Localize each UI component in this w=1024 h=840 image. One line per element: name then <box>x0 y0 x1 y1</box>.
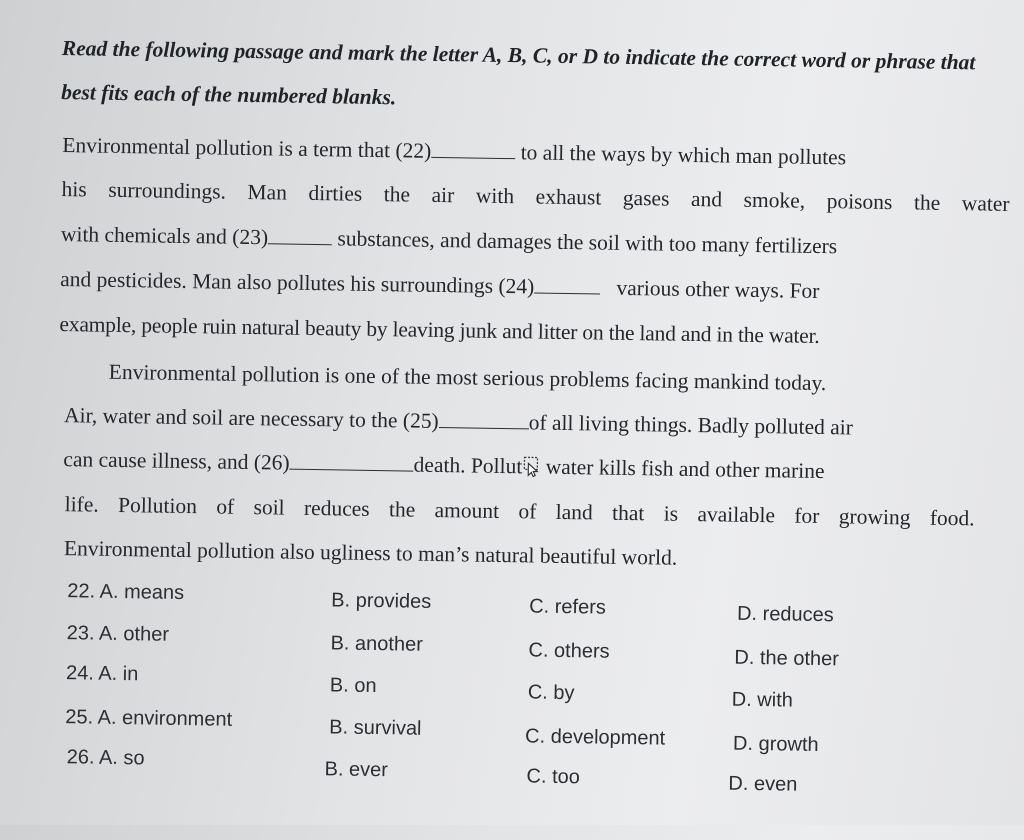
option-23-b: B. another <box>330 632 424 656</box>
passage-text: Environmental pollution is a term that (22) <box>62 133 432 163</box>
passage-text: and pesticides. Man also pollutes his surroundings (24) <box>60 267 535 299</box>
passage-text: various other ways. For <box>616 275 820 303</box>
passage-line-8 <box>63 444 1011 489</box>
passage-text: with chemicals and (23) <box>60 222 269 250</box>
option-23-d: D. the other <box>734 646 840 671</box>
option-25-d: D. growth <box>732 732 819 757</box>
passage-text: to all the ways by which man pollutes <box>520 140 847 170</box>
option-25-c: C. development <box>524 725 666 750</box>
option-26-d: D. even <box>728 772 798 796</box>
option-22-d: D. reduces <box>736 602 834 627</box>
passage-line-2: his surroundings. Man dirties the air with exhaust gases and smoke, poisons the water <box>61 177 1010 216</box>
passage-line-3 <box>61 219 1009 264</box>
passage-text: substances, and damages the soil with too many fertilizers <box>337 226 838 259</box>
blank-22 <box>431 138 515 159</box>
passage-line-10: Environmental pollution also ugliness to man’s natural beautiful world. <box>63 536 678 570</box>
passage-line-4 <box>60 264 1008 309</box>
option-26-a: 26. A. so <box>66 746 145 770</box>
option-22-b: B. provides <box>331 589 432 613</box>
option-25-a: 25. A. environment <box>65 706 233 731</box>
option-24-a: 24. A. in <box>65 662 139 686</box>
passage-text: can cause illness, and (26) <box>63 447 290 475</box>
option-26-c: C. too <box>526 765 581 789</box>
passage-line-1 <box>62 130 1010 175</box>
option-24-b: B. on <box>329 674 377 698</box>
passage-line-7 <box>64 400 1012 445</box>
option-22-c: C. refers <box>528 595 607 619</box>
blank-26 <box>290 450 414 472</box>
blank-25 <box>439 408 529 429</box>
option-23-a: 23. A. other <box>66 622 170 646</box>
passage-line-9: life. Pollution of soil reduces the amount of land that is available for growing food. <box>64 492 975 531</box>
passage-text: death. Pollut <box>413 452 523 479</box>
blank-23 <box>268 224 332 245</box>
passage-text: Air, water and soil are necessary to the (25) <box>63 403 439 433</box>
instruction-text: Read the following passage and mark the letter A, B, C, or D to indicate the correct word or phrase that best fits each of the numbered blanks. <box>60 36 976 110</box>
option-22-a: 22. A. means <box>67 580 185 605</box>
option-26-b: B. ever <box>324 758 389 782</box>
passage-line-5: example, people ruin natural beauty by leaving junk and litter on the land and in the water. <box>59 312 820 348</box>
text-cursor-icon <box>522 455 540 477</box>
option-24-c: C. by <box>527 681 575 705</box>
passage-line-6: Environmental pollution is one of the most serious problems facing mankind today. <box>108 359 827 396</box>
option-23-c: C. others <box>528 639 610 663</box>
passage-text: water kills fish and other marine <box>545 454 825 484</box>
passage-text: of all living things. Badly polluted air <box>528 410 854 440</box>
option-24-d: D. with <box>731 688 794 712</box>
option-25-b: B. survival <box>329 716 422 740</box>
blank-24 <box>534 273 600 294</box>
